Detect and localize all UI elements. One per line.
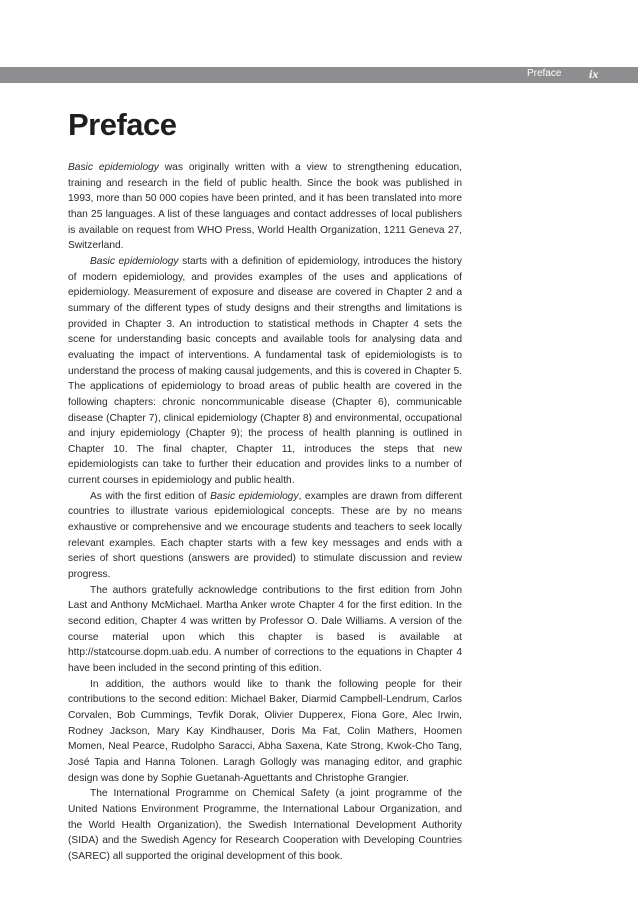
running-header-bar	[0, 67, 638, 83]
book-title-italic: Basic epidemiology	[68, 162, 159, 173]
paragraph-text: was originally written with a view to strengthening education, training and research in the field of public health. Since the book was published in 1993, more than 50 000 copies have been printed, and it has been translated into more than 25 languages. A list of these languages and contact addresses of local publishers is available on request from WHO Press, World Health Organization, 1211 Geneva 27, Switzerland.	[68, 162, 462, 252]
running-header-section: Preface	[527, 68, 562, 79]
paragraph-5	[68, 677, 462, 787]
page-number: ix	[589, 67, 599, 81]
paragraph-3	[68, 489, 462, 583]
paragraph-text: The International Programme on Chemical Safety (a joint programme of the United Nations Environment Programme, the International Labour Organization, and the World Health Organization), the Swedish International Development Authority (SIDA) and the Swedish Agency for Research Cooperation with Developing Countries (SAREC) all supported the original development of this book.	[68, 788, 462, 862]
body-text	[68, 160, 462, 865]
paragraph-text: , examples are drawn from different countries to illustrate various epidemiological concepts. These are by no means exhaustive or comprehensive and we encourage students and teachers to seek locally relevant examples. Each chapter starts with a few key messages and ends with a series of short questions (answers are provided) to stimulate discussion and review progress.	[68, 490, 462, 581]
paragraph-text: starts with a definition of epidemiology, introduces the history of modern epidemiology, and provides examples of the uses and applications of epidemiology. Measurement of exposure and disease are covered in Chapter 2 and a summary of the different types of study designs and their strengths and limitations is provided in Chapter 3. An introduction to statistical methods in Chapter 4 sets the scene for understanding basic concepts and available tools for analysing data and evaluating the impact of interventions. A fundamental task of epidemiologists is to understand the process of making causal judgements, and this is covered in Chapter 5. The applications of epidemiology to broad areas of public health are covered in the following chapters: chronic noncommunicable disease (Chapter 6), communicable disease (Chapter 7), clinical epidemiology (Chapter 8) and environmental, occupational and injury epidemiology (Chapter 9); the process of health planning is outlined in Chapter 10. The final chapter, Chapter 11, introduces the steps that new epidemiologists can take to further their education and provides links to a number of current courses in epidemiology and public health.	[68, 255, 462, 487]
book-title-italic: Basic epidemiology	[90, 255, 179, 267]
book-title-italic: Basic epidemiology	[210, 490, 299, 502]
paragraph-1	[68, 160, 462, 254]
paragraph-text: As with the first edition of	[90, 490, 211, 502]
paragraph-text: In addition, the authors would like to thank the following people for their contributions to the second edition: Michael Baker, Diarmid Campbell-Lendrum, Carlos Corvalen, Bob Cummings, Tevfik Dorak, Olivier Dupperex, Fiona Gore, Alec Irwin, Rodney Jackson, Mary Kay Kindhauser, Doris Ma Fat, Colin Mathers, Hoomen Momen, Neal Pearce, Rudolpho Saracci, Abha Saxena, Kate Strong, Kwok-Cho Tang, José Tapia and Hanna Tolonen. Laragh Gollogly was managing editor, and graphic design was done by Sophie Guetanah-Aguettants and Christophe Grangier.	[68, 678, 462, 784]
paragraph-4	[68, 583, 462, 677]
paragraph-text: The authors gratefully acknowledge contributions to the first edition from John Last and Anthony McMichael. Martha Anker wrote Chapter 4 for the first edition. In the second edition, Chapter 4 was written by Professor O. Dale Williams. A version of the course material upon which this chapter is based is available at http://statcourse.dopm.uab.edu. A number of corrections to the equations in Chapter 4 have been included in the second printing of this edition.	[68, 584, 462, 674]
paragraph-2	[68, 254, 462, 489]
paragraph-6	[68, 786, 462, 864]
page-title: Preface	[68, 107, 177, 142]
